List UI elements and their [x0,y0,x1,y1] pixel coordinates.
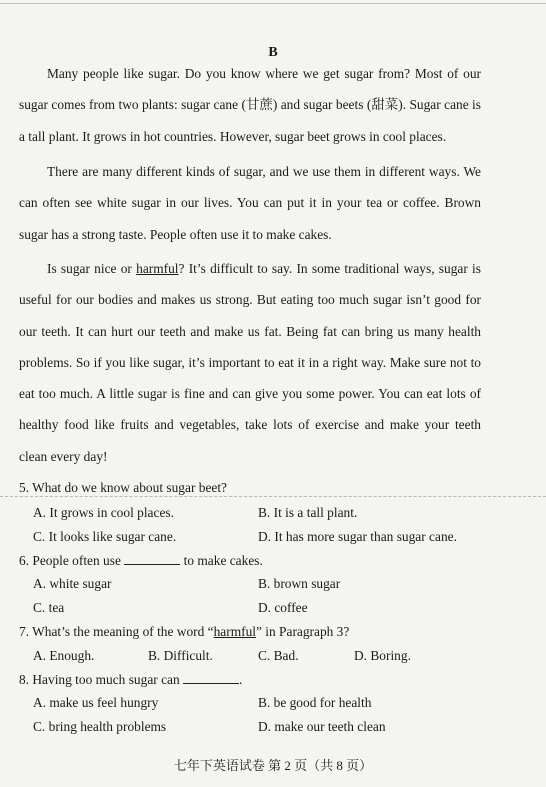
fold-line [0,496,546,497]
paragraph-3-text-start: Is sugar nice or [47,261,137,276]
question-7-stem [19,624,349,640]
question-7-option-a[interactable]: A. Enough. [33,648,95,663]
paragraph-1-text: Many people like sugar. Do you know where we get sugar from? Most of our sugar comes from two plants: sugar cane (甘蔗) and sugar beets (甜菜). Sugar cane is a tall plant. It grows in hot countries. However, sugar beet grows in cool places. [19,66,481,144]
question-7-stem-start: 7. What’s the meaning of the word “ [19,624,214,639]
question-6-stem-end: to make cakes. [183,553,263,568]
question-5-option-c[interactable]: C. It looks like sugar cane. [33,529,177,544]
question-6-option-a[interactable]: A. white sugar [33,576,112,591]
question-7-stem-end: ” in Paragraph 3? [256,624,350,639]
question-7-option-b[interactable]: B. Difficult. [148,648,213,663]
question-7-option-c[interactable]: C. Bad. [258,648,299,663]
question-5-stem: 5. What do we know about sugar beet? [19,480,227,495]
question-7-underlined-word: harmful [213,624,256,639]
answer-blank [183,671,239,684]
question-8-option-c[interactable]: C. bring health problems [33,719,167,734]
question-8-option-a[interactable]: A. make us feel hungry [33,695,159,710]
question-8-option-b[interactable]: B. be good for health [258,695,372,710]
page-footer: 七年下英语试卷 第 2 页（共 8 页） [173,758,373,773]
question-8-option-d[interactable]: D. make our teeth clean [258,719,386,734]
passage-paragraph-1 [19,58,481,152]
question-6-option-d[interactable]: D. coffee [258,600,308,615]
question-5-option-a[interactable]: A. It grows in cool places. [33,505,174,520]
question-8-stem [19,671,242,688]
question-7-option-d[interactable]: D. Boring. [354,648,411,663]
question-6-stem-start: 6. People often use [19,553,121,568]
question-5-option-b[interactable]: B. It is a tall plant. [258,505,358,520]
top-edge-line [0,3,546,4]
passage-paragraph-2 [19,156,481,250]
passage-paragraph-3 [19,253,481,472]
question-8-stem-end: . [239,672,243,687]
question-6-stem [19,552,263,569]
paragraph-2-text: There are many different kinds of sugar, and we use them in different ways. We can often see white sugar in our lives. You can put it in your tea or coffee. Brown sugar has a strong taste. People often use it to make cakes. [19,164,481,242]
question-8-stem-start: 8. Having too much sugar can [19,672,180,687]
paragraph-3-text-rest: ? It’s difficult to say. In some traditional ways, sugar is useful for our bodies and makes us strong. But eating too much sugar isn’t good for our teeth. It can hurt our teeth and make us fat. Being fat can bring us many health problems. So if you like sugar, it’s important to eat it in a right way. Make sure not to eat too much. A little sugar is fine and can give you some power. You can eat lots of healthy food like fruits and vegetables, take lots of exercise and make your teeth clean every day! [19,261,481,464]
question-6-option-b[interactable]: B. brown sugar [258,576,341,591]
section-title: B [268,45,278,60]
answer-blank [124,552,180,565]
underlined-word-harmful: harmful [136,261,179,276]
question-6-option-c[interactable]: C. tea [33,600,65,615]
question-5-option-d[interactable]: D. It has more sugar than sugar cane. [258,529,457,544]
